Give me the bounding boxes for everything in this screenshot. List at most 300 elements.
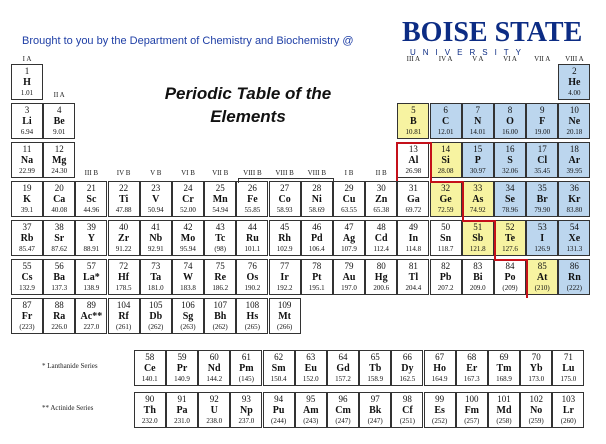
element-zr: [108, 220, 140, 256]
element-mass: 237.0: [238, 417, 255, 425]
element-cs: [11, 259, 43, 295]
element-mass: 195.1: [308, 284, 325, 292]
element-number: 19: [22, 183, 32, 193]
element-number: 3: [24, 105, 30, 115]
group-label: V A: [472, 55, 484, 63]
element-po: [494, 259, 526, 295]
element-sb: [462, 220, 494, 256]
element-mass: 12.01: [437, 128, 454, 136]
element-number: 96: [338, 394, 348, 404]
element-mass: 35.45: [534, 167, 551, 175]
element-fe: [236, 181, 268, 217]
page-title: [138, 82, 358, 128]
element-number: 2: [572, 66, 577, 76]
element-mass: 158.9: [367, 375, 384, 383]
element-symbol: U: [210, 405, 218, 416]
element-mass: 10.81: [405, 128, 422, 136]
element-mass: 65.38: [373, 206, 390, 214]
element-mass: 58.69: [308, 206, 325, 214]
group-label: IV A: [438, 55, 453, 63]
element-number: 37: [22, 222, 32, 232]
element-sn: [430, 220, 462, 256]
element-symbol: Si: [441, 155, 450, 166]
group-label: VI B: [181, 169, 195, 177]
element-number: 7: [475, 105, 481, 115]
element-mass: 226.0: [51, 323, 68, 331]
element-mn: [204, 181, 236, 217]
element-mass: (145): [238, 375, 254, 383]
element-number: 39: [86, 222, 96, 232]
element-mass: 85.47: [19, 245, 35, 253]
element-symbol: Hs: [246, 311, 259, 322]
element-rh: [269, 220, 301, 256]
element-fm: [456, 392, 488, 428]
group-label: VIII B: [243, 169, 262, 177]
element-symbol: Rb: [20, 233, 34, 244]
element-number: 89: [86, 300, 96, 310]
element-number: 55: [22, 261, 32, 271]
element-symbol: Sn: [440, 233, 452, 244]
element-ho: [424, 350, 456, 386]
element-number: 109: [277, 300, 292, 310]
element-mass: 112.4: [373, 245, 389, 253]
element-number: 49: [408, 222, 418, 232]
element-ir: [269, 259, 301, 295]
element-zn: [365, 181, 397, 217]
element-number: 100: [465, 394, 479, 404]
element-number: 105: [149, 300, 163, 310]
element-number: 94: [274, 394, 284, 404]
element-symbol: Pu: [272, 405, 285, 416]
element-mass: 140.1: [141, 375, 158, 383]
element-symbol: Xe: [568, 233, 581, 244]
element-db: [140, 298, 172, 334]
element-w: [172, 259, 204, 295]
element-ba: [43, 259, 75, 295]
element-mass: 50.94: [147, 206, 164, 214]
logo-sub-text: UNIVERSITY: [410, 48, 529, 57]
element-ra: [43, 298, 75, 334]
element-ac: [75, 298, 107, 334]
element-mass: 88.91: [83, 245, 100, 253]
element-mass: 20.18: [566, 128, 583, 136]
element-symbol: Au: [342, 272, 356, 283]
group-label: VI A: [503, 55, 517, 63]
element-ne: [558, 103, 590, 139]
element-ni: [301, 181, 333, 217]
element-mass: 173.0: [528, 375, 545, 383]
element-mass: (210): [534, 284, 550, 292]
group-label: IV B: [116, 169, 131, 177]
element-n: [462, 103, 494, 139]
element-number: 88: [54, 300, 64, 310]
element-mass: (260): [560, 417, 576, 425]
element-symbol: H: [23, 77, 31, 88]
element-symbol: Hg: [374, 272, 388, 283]
element-number: 53: [537, 222, 547, 232]
element-ag: [333, 220, 365, 256]
element-symbol: Se: [505, 194, 515, 205]
element-number: 84: [505, 261, 515, 271]
element-mass: (265): [244, 323, 260, 331]
element-number: 16: [505, 144, 515, 154]
group-label: VIII B: [307, 169, 327, 177]
element-al: [397, 142, 429, 178]
element-mo: [172, 220, 204, 256]
element-number: 64: [338, 352, 348, 362]
element-mass: 204.4: [405, 284, 422, 292]
element-number: 46: [312, 222, 322, 232]
element-number: 98: [402, 394, 412, 404]
element-number: 97: [370, 394, 380, 404]
element-symbol: Pd: [310, 233, 323, 244]
element-number: 99: [435, 394, 445, 404]
element-symbol: Na: [20, 155, 34, 166]
element-number: 4: [56, 105, 62, 115]
element-mass: 127.6: [502, 245, 518, 253]
element-symbol: Ru: [245, 233, 259, 244]
element-number: 22: [119, 183, 129, 193]
element-cd: [365, 220, 397, 256]
element-number: 9: [539, 105, 545, 115]
element-symbol: Cu: [342, 194, 356, 205]
element-number: 20: [54, 183, 64, 193]
element-number: 40: [119, 222, 129, 232]
element-number: 33: [473, 183, 483, 193]
element-number: 76: [247, 261, 257, 271]
element-symbol: At: [536, 272, 548, 283]
element-o: [494, 103, 526, 139]
element-number: 58: [145, 352, 155, 362]
element-number: 107: [213, 300, 227, 310]
element-mass: 72.59: [437, 206, 454, 214]
element-ar: [558, 142, 590, 178]
element-hf: [108, 259, 140, 295]
group-label: VII B: [212, 169, 229, 177]
element-symbol: Sc: [86, 194, 97, 205]
element-mass: 40.08: [51, 206, 68, 214]
element-symbol: In: [408, 233, 419, 244]
element-br: [526, 181, 558, 217]
element-bk: [359, 392, 391, 428]
element-symbol: O: [506, 116, 514, 127]
element-symbol: V: [152, 194, 160, 205]
element-mass: (251): [399, 417, 415, 425]
element-rb: [11, 220, 43, 256]
element-nb: [140, 220, 172, 256]
element-mass: 55.85: [244, 206, 261, 214]
element-number: 44: [247, 222, 257, 232]
element-mass: 167.3: [463, 375, 480, 383]
element-y: [75, 220, 107, 256]
element-symbol: Pr: [176, 363, 188, 374]
element-symbol: C: [441, 116, 450, 127]
element-number: 26: [247, 183, 257, 193]
element-symbol: Mt: [278, 311, 291, 322]
element-number: 103: [561, 394, 576, 404]
element-mass: 24.30: [51, 167, 68, 175]
element-th: [134, 392, 166, 428]
element-cf: [391, 392, 423, 428]
element-symbol: Co: [278, 194, 291, 205]
element-number: 12: [54, 144, 64, 154]
element-number: 51: [473, 222, 483, 232]
element-number: 91: [177, 394, 187, 404]
element-symbol: As: [472, 194, 484, 205]
element-b: [397, 103, 429, 139]
element-mass: (263): [180, 323, 196, 331]
element-mass: (258): [496, 417, 512, 425]
element-number: 17: [537, 144, 547, 154]
element-mass: 30.97: [469, 167, 486, 175]
element-ta: [140, 259, 172, 295]
element-mass: 74.92: [469, 206, 486, 214]
element-number: 18: [569, 144, 579, 154]
element-mass: 44.96: [83, 206, 100, 214]
element-k: [11, 181, 43, 217]
element-number: 66: [402, 352, 412, 362]
element-symbol: Ca: [53, 194, 66, 205]
element-number: 35: [537, 183, 547, 193]
element-symbol: Sr: [54, 233, 65, 244]
element-tl: [397, 259, 429, 295]
element-symbol: Es: [434, 405, 445, 416]
element-ce: [134, 350, 166, 386]
element-li: [11, 103, 43, 139]
element-symbol: Ho: [433, 363, 446, 374]
element-yb: [520, 350, 552, 386]
element-cu: [333, 181, 365, 217]
element-i: [526, 220, 558, 256]
element-se: [494, 181, 526, 217]
element-symbol: Pb: [439, 272, 452, 283]
element-symbol: Db: [149, 311, 163, 322]
element-mass: 39.1: [20, 206, 34, 214]
element-symbol: Ni: [311, 194, 322, 205]
element-number: 57: [86, 261, 96, 271]
metal-boundary-line: [526, 259, 528, 298]
element-kr: [558, 181, 590, 217]
element-sc: [75, 181, 107, 217]
element-pd: [301, 220, 333, 256]
element-symbol: Li: [22, 116, 32, 127]
element-number: 67: [435, 352, 445, 362]
element-mass: (209): [502, 284, 518, 292]
group-label: VIII A: [565, 55, 584, 63]
element-hs: [236, 298, 268, 334]
element-number: 82: [441, 261, 451, 271]
element-number: 6: [443, 105, 448, 115]
element-number: 83: [473, 261, 483, 271]
element-mass: 69.72: [405, 206, 422, 214]
element-number: 108: [245, 300, 260, 310]
element-symbol: B: [410, 116, 417, 127]
element-mass: 22.99: [19, 167, 35, 175]
element-mass: 91.22: [115, 245, 132, 253]
element-mass: 6.94: [20, 128, 34, 136]
element-number: 38: [54, 222, 64, 232]
element-number: 59: [177, 352, 187, 362]
element-symbol: Ac**: [80, 311, 103, 322]
element-symbol: Po: [504, 272, 516, 283]
element-mass: 231.0: [174, 417, 190, 425]
element-mass: 107.9: [341, 245, 357, 253]
element-cl: [526, 142, 558, 178]
element-pm: [230, 350, 262, 386]
element-pr: [166, 350, 198, 386]
element-mass: 238.0: [206, 417, 223, 425]
element-symbol: Zr: [118, 233, 130, 244]
element-number: 30: [376, 183, 386, 193]
group-label: VII A: [534, 55, 551, 63]
element-sr: [43, 220, 75, 256]
element-symbol: Bi: [473, 272, 483, 283]
element-in: [397, 220, 429, 256]
element-mass: 126.9: [534, 245, 551, 253]
element-symbol: Fr: [21, 311, 33, 322]
element-mass: 118.7: [437, 245, 454, 253]
element-no: [520, 392, 552, 428]
element-symbol: Cs: [21, 272, 33, 283]
element-symbol: W: [183, 272, 193, 283]
element-symbol: No: [530, 405, 543, 416]
element-si: [430, 142, 462, 178]
element-mass: (98): [214, 245, 227, 253]
element-symbol: N: [474, 116, 482, 127]
element-number: 77: [280, 261, 290, 271]
element-symbol: Zn: [375, 194, 388, 205]
element-mass: 47.88: [115, 206, 132, 214]
element-number: 31: [408, 183, 418, 193]
element-symbol: Tl: [408, 272, 419, 283]
element-mass: 138.9: [83, 284, 100, 292]
element-mass: 207.2: [437, 284, 454, 292]
element-he: [558, 64, 590, 100]
element-mass: 150.4: [270, 375, 287, 383]
element-number: 73: [151, 261, 161, 271]
element-na: [11, 142, 43, 178]
element-number: 70: [531, 352, 541, 362]
element-symbol: S: [507, 155, 513, 166]
element-number: 62: [274, 352, 284, 362]
element-mass: 183.8: [180, 284, 196, 292]
element-number: 78: [312, 261, 322, 271]
element-rn: [558, 259, 590, 295]
element-mass: 95.94: [180, 245, 196, 253]
element-symbol: Cr: [182, 194, 194, 205]
element-symbol: Ge: [439, 194, 452, 205]
element-mass: 102.9: [276, 245, 293, 253]
element-number: 63: [306, 352, 316, 362]
element-mass: 137.3: [51, 284, 68, 292]
element-c: [430, 103, 462, 139]
element-symbol: Tc: [215, 233, 226, 244]
element-number: 36: [569, 183, 579, 193]
element-mass: 14.01: [469, 128, 486, 136]
element-os: [236, 259, 268, 295]
element-mass: 101.1: [244, 245, 261, 253]
element-mass: 79.90: [534, 206, 551, 214]
element-tm: [488, 350, 520, 386]
element-symbol: Ne: [568, 116, 581, 127]
element-symbol: Th: [143, 405, 156, 416]
element-symbol: Ta: [150, 272, 162, 283]
element-symbol: Os: [246, 272, 259, 283]
element-symbol: Bh: [214, 311, 227, 322]
element-symbol: Ba: [53, 272, 66, 283]
element-mass: 92.91: [147, 245, 164, 253]
element-mass: (259): [528, 417, 544, 425]
element-fr: [11, 298, 43, 334]
element-symbol: F: [539, 116, 546, 127]
element-mass: (257): [464, 417, 480, 425]
element-number: 69: [499, 352, 509, 362]
element-mass: 200.6: [373, 284, 390, 292]
element-gd: [327, 350, 359, 386]
element-symbol: P: [474, 155, 481, 166]
element-mass: 132.9: [19, 284, 35, 292]
element-symbol: Fm: [464, 405, 480, 416]
element-number: 8: [507, 105, 513, 115]
element-number: 13: [408, 144, 418, 154]
element-ga: [397, 181, 429, 217]
element-symbol: Cl: [537, 155, 548, 166]
element-tc: [204, 220, 236, 256]
element-number: 71: [563, 352, 573, 362]
element-pa: [166, 392, 198, 428]
element-cm: [327, 392, 359, 428]
element-symbol: Ir: [280, 272, 289, 283]
element-number: 29: [344, 183, 354, 193]
element-symbol: K: [23, 194, 31, 205]
element-v: [140, 181, 172, 217]
element-md: [488, 392, 520, 428]
element-number: 68: [467, 352, 477, 362]
element-mass: (244): [271, 417, 287, 425]
element-mass: 19.00: [534, 128, 551, 136]
element-as: [462, 181, 494, 217]
metal-boundary-line: [430, 142, 432, 181]
element-mass: (266): [277, 323, 293, 331]
element-symbol: La*: [83, 272, 100, 283]
element-f: [526, 103, 558, 139]
element-mass: (243): [303, 417, 319, 425]
element-symbol: Yb: [529, 363, 543, 374]
element-tb: [359, 350, 391, 386]
element-number: 90: [145, 394, 155, 404]
element-mass: 209.0: [469, 284, 486, 292]
group-label: I B: [344, 169, 354, 177]
element-mt: [269, 298, 301, 334]
element-symbol: Ar: [568, 155, 581, 166]
element-symbol: Ce: [143, 363, 156, 374]
element-bi: [462, 259, 494, 295]
element-symbol: Pt: [312, 272, 322, 283]
element-lr: [552, 392, 584, 428]
element-symbol: Rh: [278, 233, 291, 244]
element-number: 42: [183, 222, 193, 232]
element-number: 102: [529, 394, 543, 404]
element-number: 56: [54, 261, 64, 271]
element-pt: [301, 259, 333, 295]
element-lu: [552, 350, 584, 386]
element-mass: 190.2: [244, 284, 261, 292]
element-symbol: Pm: [239, 363, 254, 374]
element-number: 79: [344, 261, 354, 271]
element-symbol: Kr: [568, 194, 581, 205]
element-number: 15: [473, 144, 483, 154]
element-symbol: Eu: [304, 363, 317, 374]
